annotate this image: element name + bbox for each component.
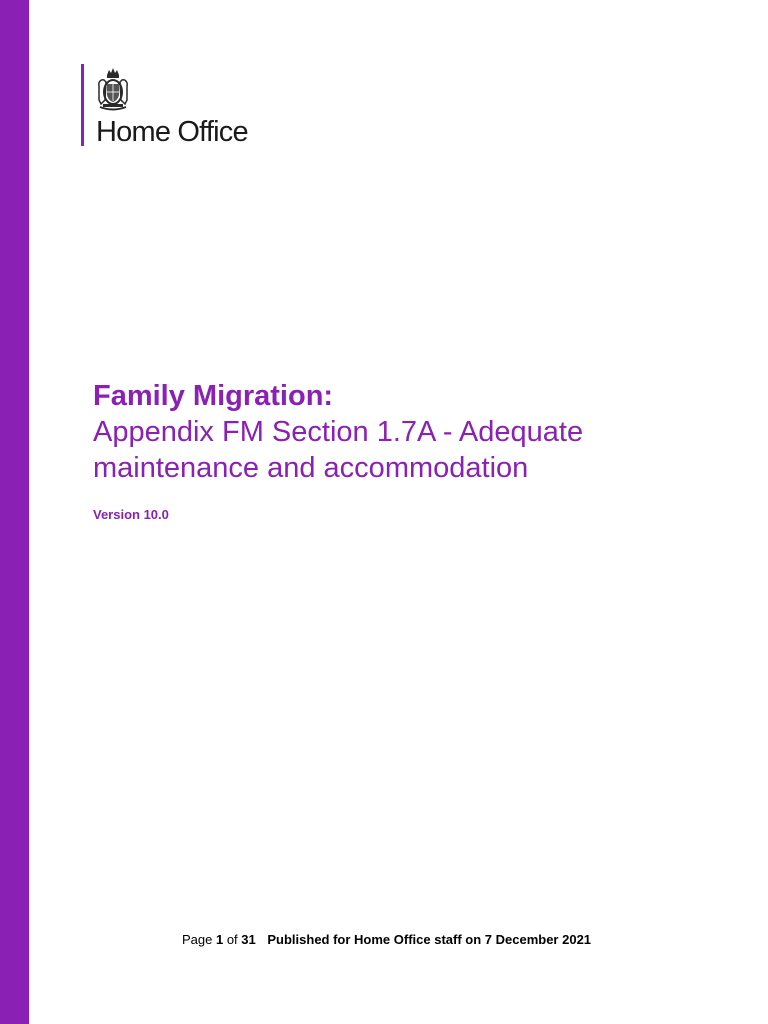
document-title: Family Migration: [93,380,334,412]
page-total: 31 [241,932,256,947]
published-note: Published for Home Office staff on 7 December 2021 [267,932,592,947]
page-number: 1 [215,932,224,947]
document-subtitle-line-2: maintenance and accommodation [93,452,529,484]
page-label: Page [181,932,213,947]
logo-divider [81,64,84,146]
document-subtitle-line-1: Appendix FM Section 1.7A - Adequate [93,416,584,448]
royal-coat-of-arms-icon [96,66,130,114]
home-office-logo [81,64,301,146]
version-label: Version 10.0 [93,507,169,522]
document-title-block [93,378,733,522]
logo-text: Home Office [96,116,248,148]
of-label: of [226,932,238,947]
side-accent-bar [0,0,29,1024]
page-footer [0,932,768,947]
